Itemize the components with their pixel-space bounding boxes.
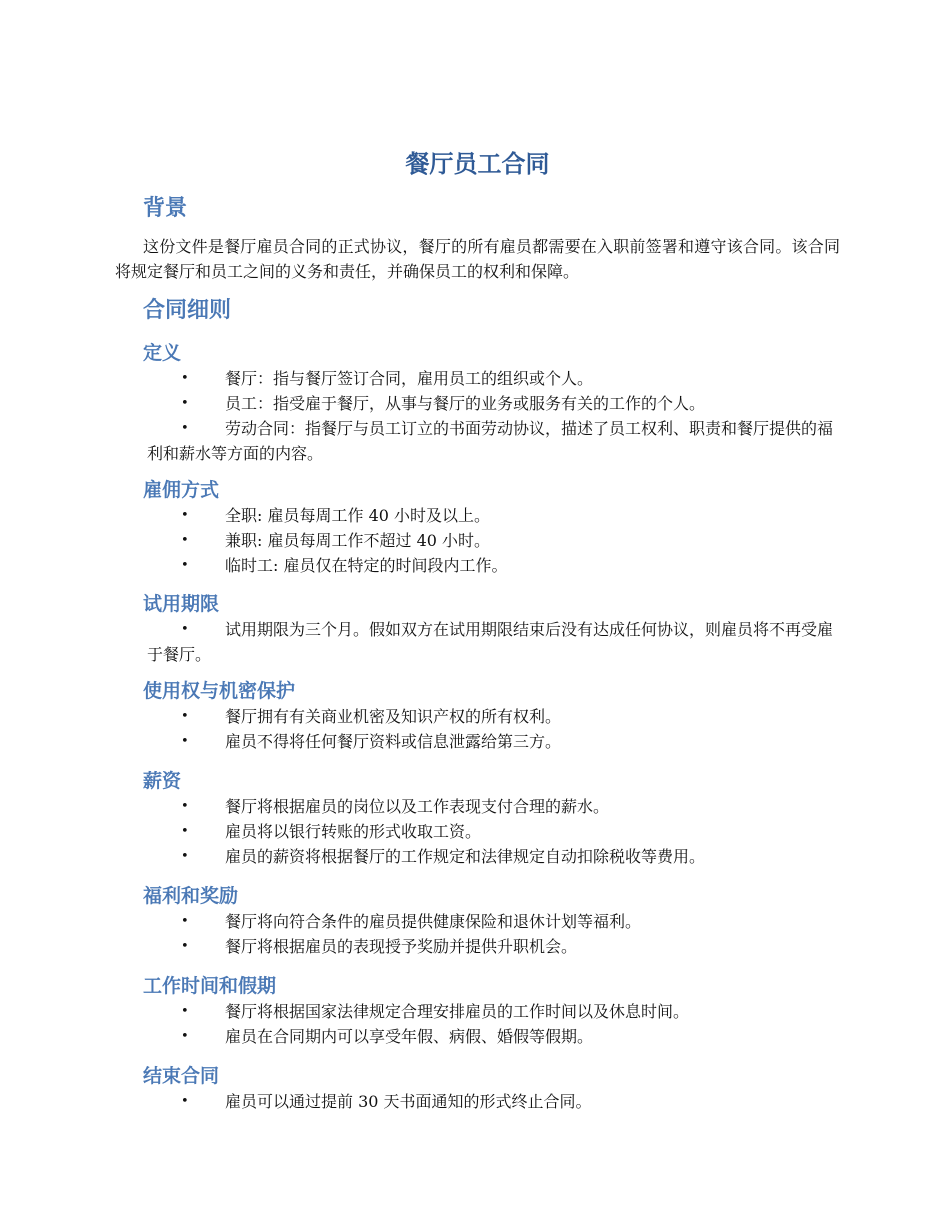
section-working-hours (115, 973, 840, 1049)
bullet-icon: • (181, 709, 189, 724)
section-heading: 试用期限 (143, 593, 220, 615)
section-heading: 薪资 (143, 770, 182, 792)
bullet-icon: • (181, 1029, 189, 1044)
background-paragraph: 这份文件是餐厅雇员合同的正式协议，餐厅的所有雇员都需要在入职前签署和遵守该合同。该合同将规定餐厅和员工之间的义务和责任，并确保员工的权利和保障。 (115, 237, 840, 281)
bullet-icon: • (181, 396, 189, 411)
section-termination (115, 1063, 840, 1114)
bullet-icon: • (181, 849, 189, 864)
bullet-icon: • (181, 1094, 189, 1109)
bullet-icon: • (181, 734, 189, 749)
list-item: • 兼职: 雇员每周工作不超过 40 小时。 (115, 528, 840, 553)
bullet-icon: • (181, 939, 189, 954)
bullet-icon: • (181, 558, 189, 573)
section-heading: 雇佣方式 (143, 479, 220, 501)
section-definitions (115, 340, 840, 466)
section-benefits (115, 883, 840, 959)
background-heading: 背景 (143, 196, 188, 221)
list-item: • 雇员可以通过提前 30 天书面通知的形式终止合同。 (115, 1089, 840, 1114)
bullet-icon: • (181, 508, 189, 523)
list-item: • 员工：指受雇于餐厅，从事与餐厅的业务或服务有关的工作的个人。 (115, 391, 840, 416)
list-item: • 餐厅拥有有关商业机密及知识产权的所有权利。 (115, 704, 840, 729)
list-item: • 雇员不得将任何餐厅资料或信息泄露给第三方。 (115, 729, 840, 754)
section-heading: 工作时间和假期 (143, 975, 277, 997)
bullet-icon: • (181, 1004, 189, 1019)
list-item: • 餐厅将根据雇员的岗位以及工作表现支付合理的薪水。 (115, 794, 840, 819)
list-item: • 餐厅将向符合条件的雇员提供健康保险和退休计划等福利。 (115, 909, 840, 934)
list-item: • 餐厅将根据雇员的表现授予奖励并提供升职机会。 (115, 934, 840, 959)
document-title: 餐厅员工合同 (405, 150, 550, 178)
list-item: • 雇员的薪资将根据餐厅的工作规定和法律规定自动扣除税收等费用。 (115, 844, 840, 869)
bullet-icon: • (181, 622, 189, 637)
section-heading: 定义 (143, 342, 182, 364)
section-heading: 结束合同 (143, 1065, 220, 1087)
section-heading: 使用权与机密保护 (143, 680, 296, 702)
bullet-icon: • (181, 533, 189, 548)
bullet-icon: • (181, 824, 189, 839)
section-salary (115, 768, 840, 869)
section-heading: 福利和奖励 (143, 885, 239, 907)
details-heading: 合同细则 (143, 298, 232, 323)
details-section (115, 296, 840, 326)
bullet-icon: • (181, 421, 189, 436)
list-item: • 雇员将以银行转账的形式收取工资。 (115, 819, 840, 844)
list-item: • 餐厅：指与餐厅签订合同，雇用员工的组织或个人。 (115, 366, 840, 391)
section-confidentiality (115, 678, 840, 754)
section-employment-type (115, 477, 840, 578)
bullet-icon: • (181, 799, 189, 814)
list-item: • 临时工: 雇员仅在特定的时间段内工作。 (115, 553, 840, 578)
list-item: • 雇员在合同期内可以享受年假、病假、婚假等假期。 (115, 1024, 840, 1049)
section-probation (115, 591, 840, 667)
bullet-icon: • (181, 914, 189, 929)
list-item: • 劳动合同：指餐厅与员工订立的书面劳动协议，描述了员工权利、职责和餐厅提供的福利和薪水等方面的内容。 (115, 416, 840, 466)
bullet-icon: • (181, 371, 189, 386)
list-item: • 全职: 雇员每周工作 40 小时及以上。 (115, 503, 840, 528)
list-item: • 餐厅将根据国家法律规定合理安排雇员的工作时间以及休息时间。 (115, 999, 840, 1024)
list-item: • 试用期限为三个月。假如双方在试用期限结束后没有达成任何协议，则雇员将不再受雇于餐厅。 (115, 617, 840, 667)
background-section (115, 194, 840, 284)
